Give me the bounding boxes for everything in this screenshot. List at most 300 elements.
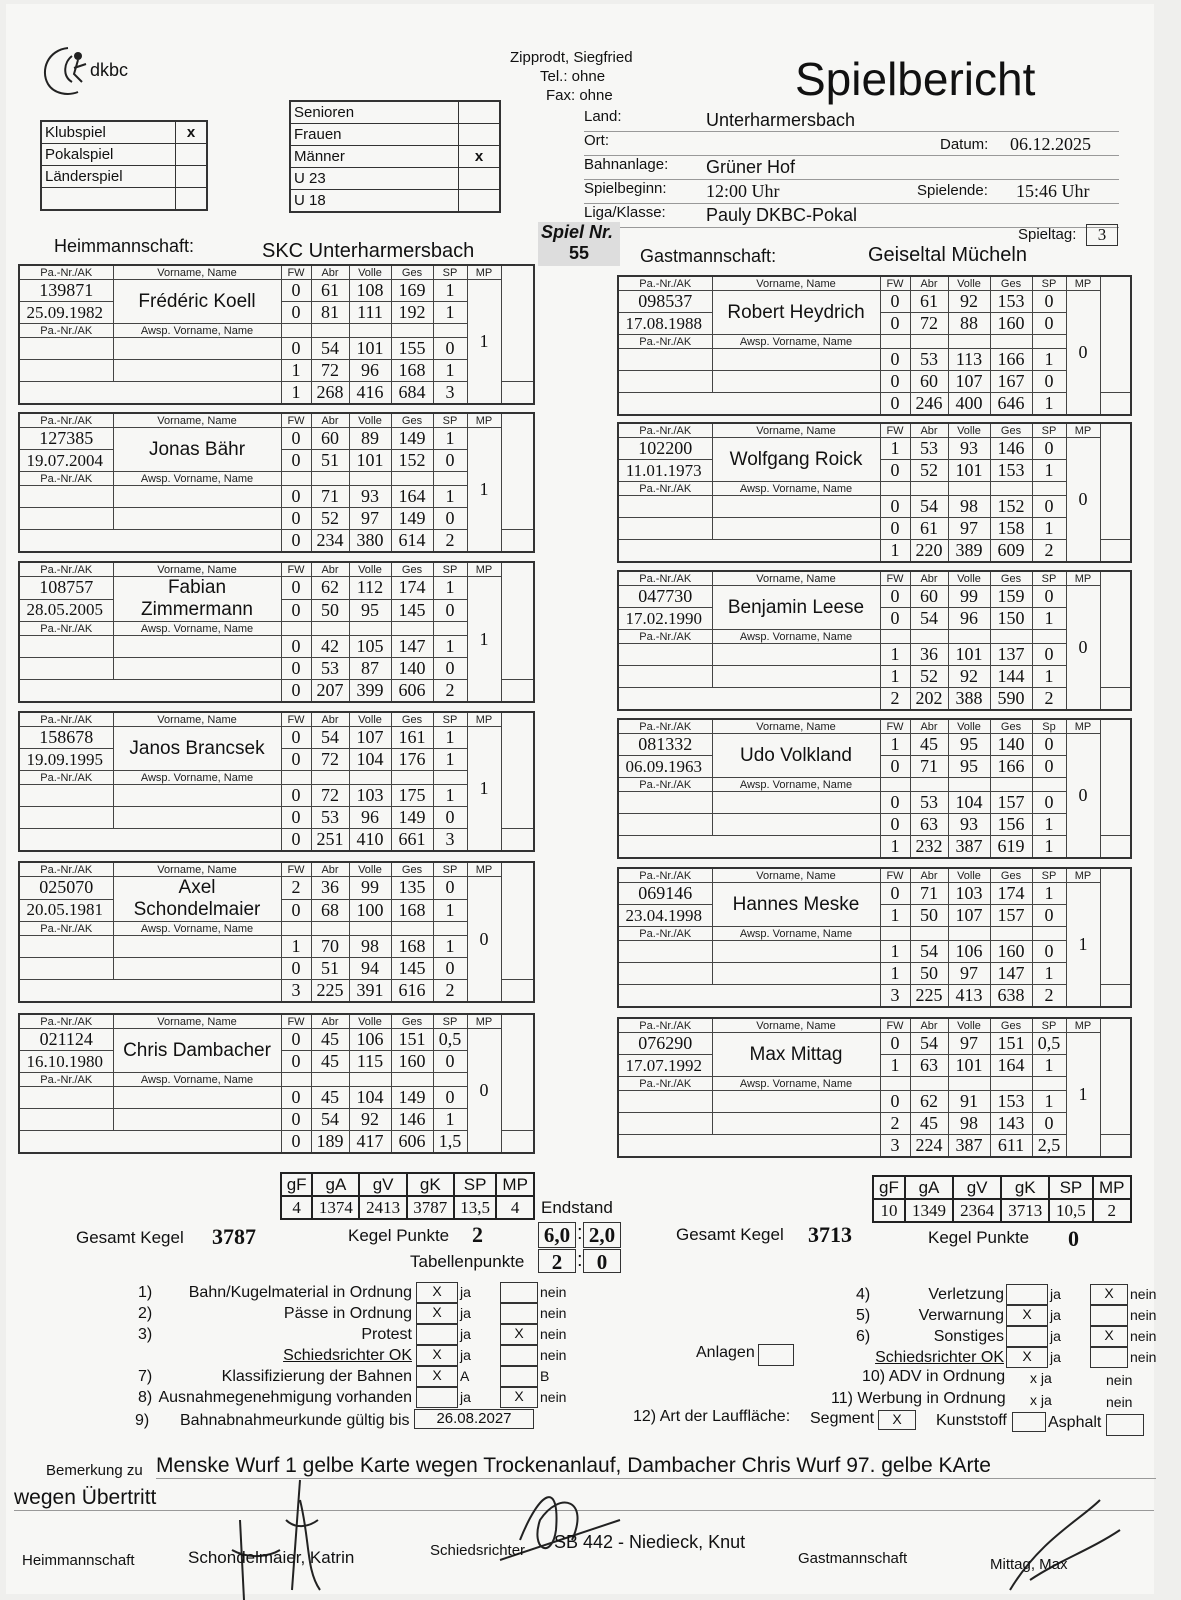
empty-cell [910,482,948,496]
throw-value: 61 [311,280,349,302]
total-value: 2413 [359,1196,406,1219]
empty-cell [880,778,910,792]
player-birth: 25.09.1982 [19,302,113,324]
throw-value: 71 [910,883,948,905]
throw-value: 164 [391,486,433,508]
player-total: 3 [433,382,467,405]
throw-value: 0,5 [433,1029,467,1051]
throw-value: 1 [880,666,910,688]
throw-value: 93 [948,438,990,460]
player-total: 234 [311,530,349,553]
throw-value: 175 [391,785,433,807]
sp-header: SP [433,562,467,577]
check-nein-box: X [1090,1326,1128,1347]
player-total: 391 [349,980,391,1003]
bemerkung-text-2: wegen Übertritt [14,1486,1154,1511]
player-total: 410 [349,829,391,852]
home-totals [280,1172,535,1220]
guest-player-block [617,275,1132,416]
throw-value: 174 [990,883,1032,905]
throw-value: 100 [349,899,391,922]
check-ja-label: ja [460,1389,471,1405]
category-label: Männer [290,146,459,168]
player-total: 387 [948,1135,990,1158]
volle-header: Volle [948,868,990,883]
throw-value: 1 [433,280,467,302]
check-ja-box: X [1006,1305,1048,1326]
empty-cell [19,958,113,980]
throw-value: 36 [311,877,349,900]
datum-label: Datum: [940,136,989,153]
home-kp-value: 2 [472,1222,483,1247]
adv-ja: x ja [1030,1370,1052,1386]
land-value: Unterharmersbach [706,110,856,130]
datum-value: 06.12.2025 [1010,134,1091,154]
name-header: Vorname, Name [113,265,281,280]
empty-cell [1032,1077,1066,1091]
throw-value: 157 [990,905,1032,927]
name-header: Vorname, Name [712,571,880,586]
throw-value: 45 [910,734,948,756]
empty-cell [948,482,990,496]
throw-value: 101 [349,450,391,472]
throw-value: 1 [433,428,467,450]
player-name: Chris Dambacher [113,1029,281,1073]
throw-value: 101 [349,338,391,360]
player-mp: 1 [467,428,501,553]
throw-value: 89 [349,428,391,450]
throw-value: 1 [433,577,467,600]
throw-value: 0 [880,349,910,371]
total-value: 10 [873,1199,905,1222]
throw-value: 0 [281,338,311,360]
fw-header: FW [880,423,910,438]
empty-cell [910,630,948,644]
throw-value: 52 [910,460,948,482]
throw-value: 113 [948,349,990,371]
throw-value: 0 [1032,756,1066,778]
anlagen-box [758,1344,794,1366]
throw-value: 145 [391,599,433,622]
empty-cell [19,829,281,852]
throw-value: 1 [1032,460,1066,482]
home-gesamt-value: 3787 [212,1224,256,1249]
sp-header: SP [1032,571,1066,586]
total-value: 1374 [312,1196,359,1219]
fw-header: FW [281,862,311,877]
gast-label: Gastmannschaft: [640,246,777,266]
volle-header: Volle [349,862,391,877]
throw-value: 51 [311,450,349,472]
empty-cell [1100,836,1131,859]
empty-cell [19,360,113,382]
empty-cell [1032,630,1066,644]
player-total: 2 [433,680,467,703]
player-name: Wolfgang Roick [712,438,880,482]
throw-value: 1 [880,963,910,985]
throw-value: 72 [311,785,349,807]
check-ja-box: X [416,1345,458,1366]
empty-cell [501,829,534,852]
type-empty [41,188,176,211]
check-nein-box [1090,1347,1128,1368]
logo-text: dkbc [90,60,129,80]
throw-value: 1 [433,727,467,749]
sp-header: SP [433,265,467,280]
empty-cell [19,1087,113,1109]
awsp-pa-header: Pa.-Nr./AK [19,771,113,785]
awsp-pa-header: Pa.-Nr./AK [618,335,712,349]
throw-value: 0 [880,371,910,393]
abr-header: Abr [311,413,349,428]
empty-cell [391,922,433,936]
player-total: 616 [391,980,433,1003]
empty-cell [281,1073,311,1087]
throw-value: 93 [349,486,391,508]
throw-value: 1 [433,636,467,658]
check-num: 5) [856,1307,871,1324]
dkbc-logo [38,42,138,98]
awsp-pa-header: Pa.-Nr./AK [19,922,113,936]
throw-value: 153 [990,1091,1032,1113]
throw-value: 0 [433,508,467,530]
ort-label: Ort: [584,132,609,149]
throw-value: 68 [311,899,349,922]
throw-value: 176 [391,749,433,771]
throw-value: 0 [880,460,910,482]
volle-header: Volle [349,413,391,428]
throw-value: 50 [910,905,948,927]
empty-cell [880,335,910,349]
ges-header: Ges [990,423,1032,438]
throw-value: 60 [910,586,948,608]
player-mp: 0 [467,877,501,1003]
total-value: 1349 [905,1199,953,1222]
empty-cell [113,486,281,508]
category-box [289,100,501,213]
throw-value: 97 [948,963,990,985]
player-total: 1,5 [433,1131,467,1154]
player-total: 3 [880,1135,910,1158]
player-mp: 0 [1066,291,1100,416]
throw-value: 42 [311,636,349,658]
throw-value: 60 [311,428,349,450]
throw-value: 54 [311,1109,349,1131]
check-ja-box [416,1387,458,1408]
empty-cell [113,958,281,980]
empty-cell [880,482,910,496]
player-total: 268 [311,382,349,405]
abr-header: Abr [311,712,349,727]
mp-header: MP [467,265,501,280]
total-label: MP [496,1173,534,1196]
throw-value: 107 [349,727,391,749]
type-label: Länderspiel [41,166,176,188]
throw-value: 147 [990,963,1032,985]
throw-value: 0 [281,599,311,622]
empty-cell [712,496,880,518]
player-total: 3 [880,985,910,1008]
throw-value: 1 [1032,963,1066,985]
throw-value: 87 [349,658,391,680]
check-nein-box: X [1090,1284,1128,1305]
mp-header: MP [1066,868,1100,883]
awsp-pa-header: Pa.-Nr./AK [19,472,113,486]
empty-cell [712,1113,880,1135]
throw-value: 54 [910,496,948,518]
throw-value: 91 [948,1091,990,1113]
segment-box: X [878,1410,916,1430]
awsp-name-header: Awsp. Vorname, Name [113,622,281,636]
fw-header: FW [281,413,311,428]
empty-cell [501,1131,534,1154]
empty-cell [712,518,880,540]
empty-cell [712,792,880,814]
throw-value: 97 [948,518,990,540]
check-nein-box: X [500,1324,538,1345]
throw-value: 0 [433,958,467,980]
throw-value: 112 [349,577,391,600]
throw-value: 0 [880,313,910,335]
throw-value: 104 [349,1087,391,1109]
adv-label: 10) ADV in Ordnung [862,1368,1006,1385]
volle-header: Volle [948,571,990,586]
throw-value: 151 [391,1029,433,1051]
player-total: 0 [281,1131,311,1154]
empty-cell [113,636,281,658]
sp-header: SP [433,712,467,727]
bahnabnahme-value: 26.08.2027 [414,1409,534,1429]
awsp-pa-header: Pa.-Nr./AK [618,927,712,941]
type-mark [176,144,208,166]
check-label: Schiedsrichter OK [875,1349,1004,1366]
player-total: 1 [281,382,311,405]
throw-value: 166 [990,756,1032,778]
throw-value: 61 [910,518,948,540]
player-name: Fabian Zimmermann [113,577,281,622]
throw-value: 88 [948,313,990,335]
volle-header: Volle [349,1014,391,1029]
total-value: 10,5 [1049,1199,1092,1222]
name-header: Vorname, Name [113,862,281,877]
empty-cell [19,680,281,703]
throw-value: 158 [990,518,1032,540]
throw-value: 135 [391,877,433,900]
throw-value: 157 [990,792,1032,814]
name-header: Vorname, Name [712,868,880,883]
guest-player-block [617,1017,1132,1158]
throw-value: 169 [391,280,433,302]
throw-value: 0 [880,883,910,905]
volle-header: Volle [349,712,391,727]
sp-header: SP [1032,276,1066,291]
throw-value: 92 [948,291,990,313]
throw-value: 53 [910,438,948,460]
player-birth: 17.08.1988 [618,313,712,335]
throw-value: 103 [349,785,391,807]
check-num: 3) [138,1326,153,1343]
footer-sr-name: SB 442 - Niedieck, Knut [554,1532,746,1552]
category-label: U 23 [290,168,459,190]
throw-value: 101 [948,1055,990,1077]
type-mark: x [176,121,208,144]
check-nein-box [500,1282,538,1303]
check-num: 8) [138,1389,153,1406]
spielbeginn-value: 12:00 Uhr [706,181,780,201]
empty-cell [1032,335,1066,349]
throw-value: 96 [349,360,391,382]
player-total: 606 [391,680,433,703]
empty-cell [391,324,433,338]
throw-value: 0 [281,1029,311,1051]
check-label: Verwarnung [918,1307,1004,1324]
empty-cell [433,472,467,486]
player-total: 1 [1032,836,1066,859]
throw-value: 98 [349,936,391,958]
check-label: Ausnahmegenehmigung vorhanden [158,1389,412,1406]
empty-cell [948,778,990,792]
spiel-nr-box [538,222,620,266]
throw-value: 1 [433,936,467,958]
empty-cell [948,630,990,644]
total-value: 3713 [1001,1199,1049,1222]
check-nein-label: nein [1130,1286,1157,1302]
pa-header: Pa.-Nr./AK [618,276,712,291]
total-value: 4 [496,1196,534,1219]
empty-cell [618,963,712,985]
player-name: Robert Heydrich [712,291,880,335]
mp-header: MP [1066,719,1100,734]
throw-value: 0 [281,727,311,749]
pa-header: Pa.-Nr./AK [618,868,712,883]
empty-cell [391,771,433,785]
check-num: 1) [138,1284,153,1301]
check-ja-box: X [416,1282,458,1303]
throw-value: 2 [281,877,311,900]
check-num: 4) [856,1286,871,1303]
throw-value: 0 [281,785,311,807]
empty-cell [948,927,990,941]
throw-value: 0 [880,814,910,836]
empty-cell [990,482,1032,496]
throw-value: 52 [311,508,349,530]
throw-value: 71 [910,756,948,778]
throw-value: 0 [281,428,311,450]
player-name: Benjamin Leese [712,586,880,630]
abr-header: Abr [910,571,948,586]
throw-value: 45 [311,1087,349,1109]
throw-value: 1 [433,785,467,807]
throw-value: 72 [910,313,948,335]
empty-cell [349,324,391,338]
throw-value: 1 [1032,1055,1066,1077]
empty-cell [113,785,281,807]
player-total: 609 [990,540,1032,563]
mp-header: MP [467,413,501,428]
empty-cell [349,771,391,785]
player-total: 220 [910,540,948,563]
spielende-value: 15:46 Uhr [1016,181,1090,201]
volle-header: Volle [349,265,391,280]
check-ja-label: ja [1050,1349,1061,1365]
type-label: Pokalspiel [41,144,176,166]
sp-header: SP [433,862,467,877]
bahnabnahme-num: 9) [135,1412,150,1429]
mp-header: MP [467,1014,501,1029]
ges-header: Ges [391,265,433,280]
player-pa: 102200 [618,438,712,460]
kunststoff-label: Kunststoff [936,1412,1007,1429]
empty-cell [880,1077,910,1091]
throw-value: 1 [1032,1091,1066,1113]
player-total: 611 [990,1135,1032,1158]
throw-value: 0 [281,450,311,472]
empty-cell [990,1077,1032,1091]
empty-cell [618,985,880,1008]
throw-value: 0 [433,1051,467,1073]
player-pa: 108757 [19,577,113,600]
throw-value: 0 [281,1087,311,1109]
throw-value: 152 [990,496,1032,518]
throw-value: 166 [990,349,1032,371]
sp-header: SP [1032,423,1066,438]
empty-cell [712,371,880,393]
throw-value: 45 [311,1029,349,1051]
empty-cell [1100,985,1131,1008]
fw-header: FW [281,265,311,280]
throw-value: 54 [311,338,349,360]
throw-value: 0 [433,807,467,829]
check-label: Verletzung [928,1286,1004,1303]
player-mp: 0 [1066,734,1100,859]
guest-player-block [617,867,1132,1008]
check-ja-box: X [416,1366,458,1387]
empty-cell [618,792,712,814]
empty-cell [910,778,948,792]
throw-value: 51 [311,958,349,980]
throw-value: 0 [281,658,311,680]
land-label: Land: [584,108,622,125]
throw-value: 0 [281,958,311,980]
empty-cell [910,1077,948,1091]
throw-value: 107 [948,905,990,927]
check-label: Klassifizierung der Bahnen [221,1368,412,1385]
throw-value: 1 [281,936,311,958]
throw-value: 101 [948,460,990,482]
throw-value: 71 [311,486,349,508]
throw-value: 53 [910,349,948,371]
player-total: 2 [433,530,467,553]
throw-value: 1 [880,941,910,963]
check-ja-label: ja [1050,1286,1061,1302]
empty-cell [433,622,467,636]
empty-cell [311,771,349,785]
throw-value: 104 [948,792,990,814]
mp-header: MP [467,712,501,727]
awsp-name-header: Awsp. Vorname, Name [113,324,281,338]
check-label: Bahn/Kugelmaterial in Ordnung [188,1284,412,1301]
total-label: SP [1049,1176,1092,1199]
throw-value: 174 [391,577,433,600]
throw-value: 92 [349,1109,391,1131]
empty-cell [19,508,113,530]
throw-value: 70 [311,936,349,958]
pa-header: Pa.-Nr./AK [618,571,712,586]
total-value: 3787 [407,1196,454,1219]
ges-header: Ges [990,868,1032,883]
throw-value: 140 [990,734,1032,756]
throw-value: 0 [1032,438,1066,460]
